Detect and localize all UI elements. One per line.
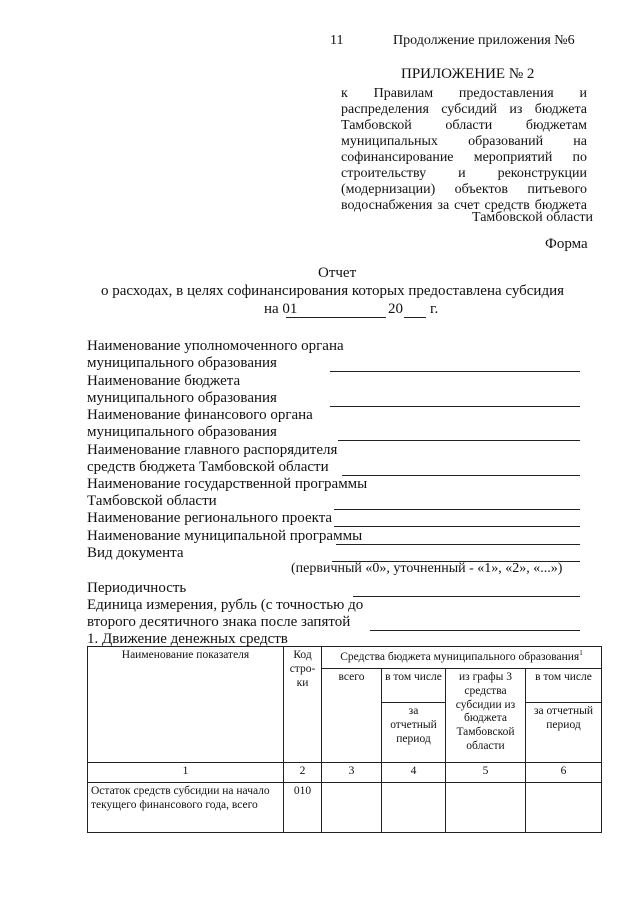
manager-label-1: Наименование главного распорядителя (87, 442, 338, 458)
appendix-line: (модернизации) объектов питьевого (341, 182, 587, 197)
col-number-2: 2 (284, 763, 322, 783)
row-subsidy-period-cell[interactable] (526, 783, 602, 833)
manager-input-line[interactable] (342, 475, 580, 476)
page-number: 11 (330, 33, 344, 48)
doc-type-hint: (первичный «0», уточненный - «1», «2», «...») (291, 561, 563, 576)
regional-project-label: Наименование регионального проекта (87, 510, 333, 526)
state-program-label-2: Тамбовской области (87, 493, 217, 509)
header-for-period: за отчетный период (382, 703, 446, 763)
appendix-line: к Правилам предоставления и (341, 86, 587, 101)
municipal-program-label: Наименование муниципальной программы (87, 528, 363, 544)
report-day-line[interactable] (286, 317, 386, 318)
section-title: 1. Движение денежных средств (87, 631, 288, 647)
finance-input-line[interactable] (338, 440, 580, 441)
header-indicator: Наименование показателя (88, 647, 284, 763)
header-municipal-budget: Средства бюджета муниципального образования$^1$ (322, 647, 602, 669)
periodicity-input-line[interactable] (353, 596, 580, 597)
table-row (88, 783, 602, 833)
header-code: Код стро- ки (284, 647, 322, 763)
header-including-2: в том числе (526, 669, 602, 703)
authority-input-line[interactable] (330, 371, 580, 372)
col-number-1: 1 (88, 763, 284, 783)
unit-input-line[interactable] (370, 630, 580, 631)
report-year-line[interactable] (404, 317, 426, 318)
appendix-line: строительству и реконструкции (341, 166, 587, 181)
report-date-suffix: г. (430, 301, 439, 317)
manager-label-2: средств бюджета Тамбовской области (87, 459, 329, 475)
regional-project-input-line[interactable] (334, 526, 580, 527)
appendix-line: муниципальных образований на (341, 134, 587, 149)
finance-label-1: Наименование финансового органа (87, 407, 313, 423)
appendix-title: ПРИЛОЖЕНИЕ № 2 (401, 66, 535, 82)
appendix-line: водоснабжения за счет средств бюджета (341, 198, 587, 213)
continuation-note: Продолжение приложения №6 (393, 33, 575, 48)
appendix-line: распределения субсидий из бюджета (341, 102, 587, 117)
finance-label-2: муниципального образования (87, 424, 277, 440)
municipal-program-input-line[interactable] (336, 544, 580, 545)
col-number-3: 3 (322, 763, 382, 783)
row-code: 010 (284, 783, 322, 833)
header-including: в том числе (382, 669, 446, 703)
doc-type-label: Вид документа (87, 545, 184, 561)
state-program-label-1: Наименование государственной программы (87, 476, 368, 492)
authority-label-1: Наименование уполномоченного органа (87, 338, 344, 354)
appendix-line: Тамбовской области бюджетам (341, 118, 587, 133)
row-total-cell[interactable] (322, 783, 382, 833)
report-date-prefix: на 01 (264, 301, 298, 317)
cash-flow-table (87, 646, 602, 833)
header-from-col3: из графы 3 средства субсидии из бюджета Тамбовской области (446, 669, 526, 763)
report-subtitle: о расходах, в целях софинансирования которых предоставлена субсидия (101, 283, 565, 299)
col-number-6: 6 (526, 763, 602, 783)
appendix-last-line: Тамбовской области (472, 210, 594, 225)
report-date-mid: 20 (388, 301, 403, 317)
report-title: Отчет (318, 265, 357, 281)
form-label: Форма (545, 236, 588, 252)
periodicity-label: Периодичность (87, 580, 187, 596)
col-number-4: 4 (382, 763, 446, 783)
budget-label-2: муниципального образования (87, 390, 277, 406)
row-period-cell[interactable] (382, 783, 446, 833)
unit-label-2: второго десятичного знака после запятой (87, 614, 351, 630)
unit-label-1: Единица измерения, рубль (с точностью до (87, 597, 364, 613)
header-total: всего (322, 669, 382, 763)
state-program-input-line[interactable] (334, 509, 580, 510)
budget-input-line[interactable] (330, 406, 580, 407)
budget-label-1: Наименование бюджета (87, 373, 241, 389)
authority-label-2: муниципального образования (87, 355, 277, 371)
row-subsidy-cell[interactable] (446, 783, 526, 833)
header-for-period-2: за отчетный период (526, 703, 602, 763)
col-number-5: 5 (446, 763, 526, 783)
row-name: Остаток средств субсидии на начало текущего финансового года, всего (88, 783, 284, 833)
appendix-line: софинансирование мероприятий по (341, 150, 587, 165)
